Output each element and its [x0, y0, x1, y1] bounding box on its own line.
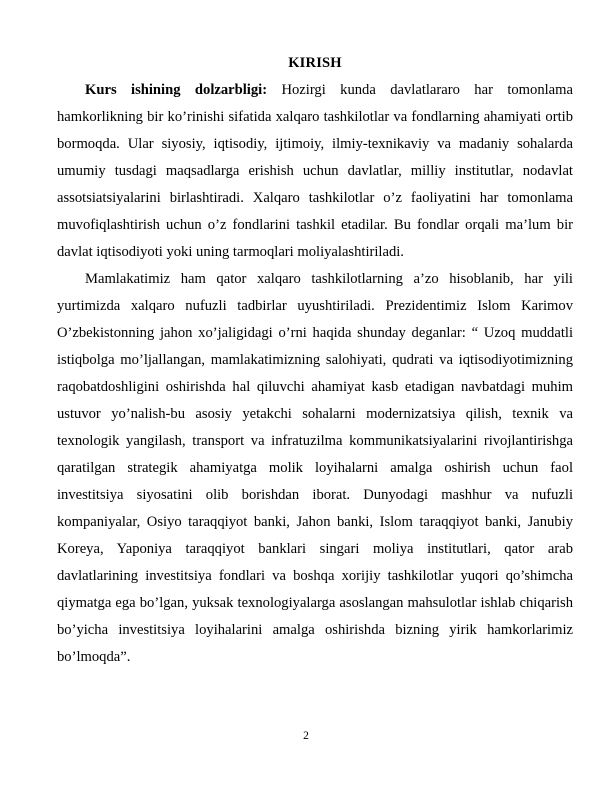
- page-number: 2: [303, 730, 309, 742]
- paragraph-1: [57, 77, 573, 266]
- page-content: [57, 50, 573, 671]
- page-title: KIRISH: [288, 55, 342, 71]
- paragraph-2-text: Mamlakatimiz ham qator xalqaro tashkilotlarning a’zo hisoblanib, har yili yurtimizda xalqaro nufuzli tadbirlar uyushtiriladi. Prezidentimiz Islom Karimov O’zbekistonning jahon xo’jaligidagi o’rni haqida shunday deganlar: “ Uzoq muddatli istiqbolga mo’ljallangan, mamlakatimizning salohiyati, qudrati va iqtisodiyotimizning raqobatdoshligini oshirishda hal qiluvchi ahamiyat kasb etadigan navbatdagi muhim ustuvor yo’nalish-bu asosiy yetakchi sohalarni modernizatsiya qilish, texnik va texnologik yangilash, transport va infratuzilma kommunikatsiyalarini rivojlantirishga qaratilgan strategik ahamiyatga molik loyihalarni amalga oshirish uchun faol investitsiya siyosatini olib borishdan iborat. Dunyodagi mashhur va nufuzli kompaniyalar, Osiyo taraqqiyot banki, Jahon banki, Islom taraqqiyot banki, Janubiy Koreya, Yaponiya taraqqiyot banklari singari moliya institutlari, qator arab davlatlarining investitsiya fondlari va boshqa xorijiy tashkilotlar yuqori qo’shimcha qiymatga ega bo’lgan, yuksak texnologiyalarga asoslangan mahsulotlar ishlab chiqarish bo’yicha investitsiya loyihalarini amalga oshirishda bizning yirik hamkorlarimiz bo’lmoqda”.: [57, 271, 573, 665]
- paragraph-1-lead-bold: Kurs ishining dolzarbligi:: [85, 82, 268, 98]
- paragraph-1-text: Hozirgi kunda davlatlararo har tomonlama hamkorlikning bir ko’rinishi sifatida xalqaro tashkilotlar va fondlarning ahamiyati ortib bormoqda. Ular siyosiy, iqtisodiy, ijtimoiy, ilmiy-texnikaviy va madaniy sohalarda umumiy tusdagi maqsadlarga erishish uchun davlatlar, milliy institutlar, nodavlat assotsiatsiyalarini birlashtiradi. Xalqaro tashkilotlar o’z faoliyatini har tomonlama muvofiqlashtirish uchun o’z fondlarini tashkil etadilar. Bu fondlar orqali ma’lum bir davlat iqtisodiyoti yoki uning tarmoqlari moliyalashtiriladi.: [57, 82, 573, 260]
- paragraph-2: [57, 266, 573, 671]
